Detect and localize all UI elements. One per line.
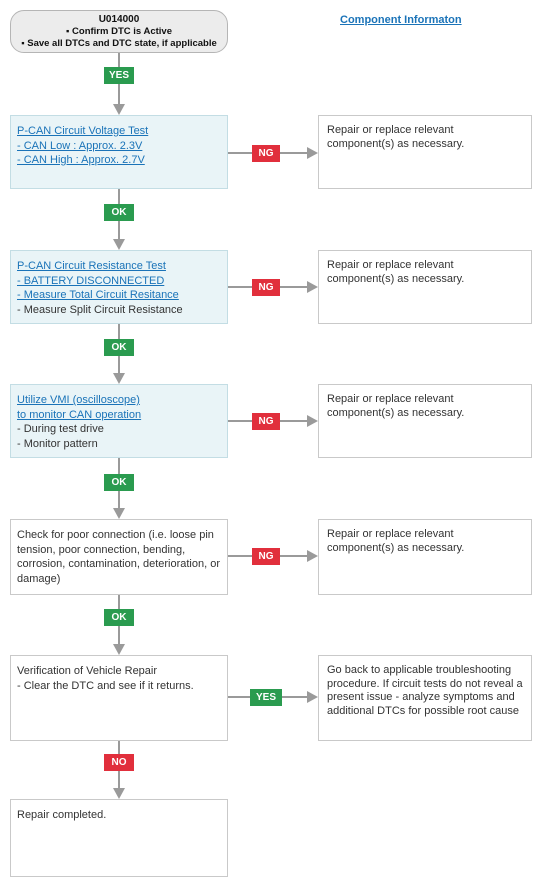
repair-completed-box (10, 799, 228, 877)
ng-badge-3: NG (252, 413, 280, 430)
yes-badge-verification: YES (250, 689, 282, 706)
step1-line-3[interactable]: - CAN High : Approx. 2.7V (17, 154, 145, 166)
step5-line-1: Verification of Vehicle Repair (17, 665, 158, 677)
arrowhead-down-3 (113, 239, 125, 250)
arrowhead-right-19 (307, 550, 318, 562)
step3-line-4: - Monitor pattern (17, 437, 98, 450)
yes-badge-start: YES (104, 67, 134, 84)
step3-line-1[interactable]: Utilize VMI (oscilloscope) (17, 394, 140, 406)
component-information-link[interactable]: Component Informaton (340, 14, 462, 26)
step2-line-4: - Measure Split Circuit Resistance (17, 303, 183, 316)
final-text: Repair completed. (17, 809, 107, 821)
ok-badge-4: OK (104, 609, 134, 626)
step1-line-1[interactable]: P-CAN Circuit Voltage Test (17, 125, 149, 137)
step4-text: Check for poor connection (i.e. loose pin tension, poor connection, bending, corrosion, contamination, deterioration, or damage) (17, 529, 220, 585)
step2-line-1[interactable]: P-CAN Circuit Resistance Test (17, 260, 166, 272)
arrowhead-down-9 (113, 644, 125, 655)
arrowhead-right-17 (307, 415, 318, 427)
ok-badge-3: OK (104, 474, 134, 491)
result-box-4: Repair or replace relevant component(s) as necessary. (318, 519, 532, 595)
start-bullet-2: ▪ Save all DTCs and DTC state, if applicable (11, 38, 227, 50)
ok-badge-1: OK (104, 204, 134, 221)
ng-badge-1: NG (252, 145, 280, 162)
result-box-1: Repair or replace relevant component(s) as necessary. (318, 115, 532, 189)
start-bullet-1: ▪ Confirm DTC is Active (11, 26, 227, 38)
ok-badge-2: OK (104, 339, 134, 356)
step-verification-of-repair (10, 655, 228, 741)
step-pcan-resistance-test (10, 250, 228, 324)
step1-line-2[interactable]: - CAN Low : Approx. 2.3V (17, 139, 143, 152)
arrowhead-down-7 (113, 508, 125, 519)
arrowhead-down-5 (113, 373, 125, 384)
step-pcan-voltage-test (10, 115, 228, 189)
ng-badge-2: NG (252, 279, 280, 296)
step5-line-2: - Clear the DTC and see if it returns. (17, 679, 194, 692)
step2-line-2[interactable]: - BATTERY DISCONNECTED (17, 274, 165, 287)
result-box-5: Go back to applicable troubleshooting procedure. If circuit tests do not reveal a present issue - analyze symptoms and additional DTCs for possible root cause (318, 655, 532, 741)
result-box-3: Repair or replace relevant component(s) as necessary. (318, 384, 532, 458)
step3-line-2[interactable]: to monitor CAN operation (17, 408, 142, 421)
step-vmi-oscilloscope (10, 384, 228, 458)
no-badge: NO (104, 754, 134, 771)
arrowhead-down-1 (113, 104, 125, 115)
step2-line-3[interactable]: - Measure Total Circuit Resitance (17, 289, 179, 301)
dtc-code: U014000 (98, 14, 140, 25)
start-node (10, 10, 228, 53)
arrowhead-right-21 (307, 691, 318, 703)
ng-badge-4: NG (252, 548, 280, 565)
step3-line-3: - During test drive (17, 423, 104, 435)
arrowhead-right-13 (307, 147, 318, 159)
step-check-poor-connection (10, 519, 228, 595)
arrowhead-right-15 (307, 281, 318, 293)
result-box-2: Repair or replace relevant component(s) as necessary. (318, 250, 532, 324)
arrowhead-down-11 (113, 788, 125, 799)
